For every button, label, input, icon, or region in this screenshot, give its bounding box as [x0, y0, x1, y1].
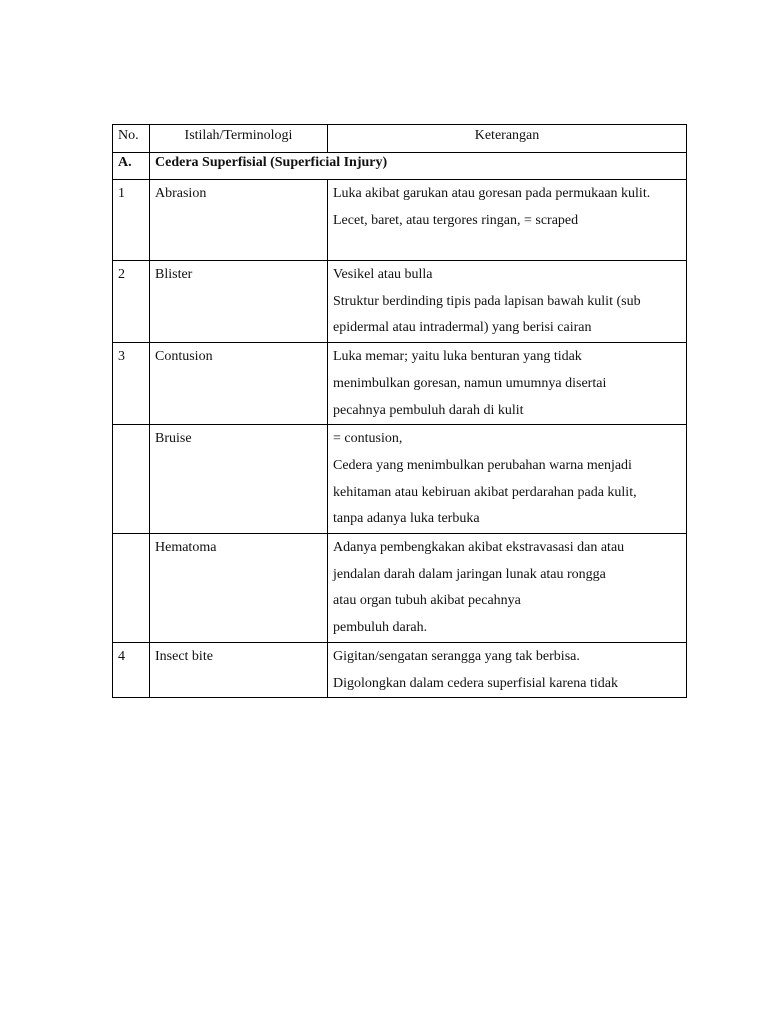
- description-line: pecahnya pembuluh darah di kulit: [333, 402, 524, 418]
- description-line: tanpa adanya luka terbuka: [333, 511, 480, 527]
- table-row: [113, 534, 687, 643]
- row-number: 1: [113, 180, 150, 261]
- description-line: Lecet, baret, atau tergores ringan, = scraped: [333, 212, 579, 228]
- description-line: Gigitan/sengatan serangga yang tak berbisa.: [333, 648, 580, 664]
- row-description: [328, 261, 687, 343]
- description-line: jendalan darah dalam jaringan lunak atau rongga: [333, 566, 606, 582]
- row-number: 2: [113, 261, 150, 343]
- row-term: Blister: [150, 261, 328, 343]
- description-line: epidermal atau intradermal) yang berisi cairan: [333, 320, 592, 336]
- description-line: Adanya pembengkakan akibat ekstravasasi dan atau: [333, 540, 625, 556]
- row-description: [328, 425, 687, 534]
- row-description: [328, 180, 687, 261]
- description-line: Luka memar; yaitu luka benturan yang tidak: [333, 349, 582, 365]
- row-term: Contusion: [150, 343, 328, 425]
- table-row: [113, 180, 687, 261]
- description-line: = contusion,: [333, 431, 403, 447]
- description-line: kehitaman atau kebiruan akibat perdarahan pada kulit,: [333, 484, 637, 500]
- row-description: [328, 343, 687, 425]
- description-line: menimbulkan goresan, namun umumnya disertai: [333, 375, 607, 391]
- section-title: Cedera Superfisial (Superficial Injury): [150, 153, 687, 180]
- row-number: 4: [113, 642, 150, 697]
- table-row: [113, 343, 687, 425]
- row-term: Bruise: [150, 425, 328, 534]
- section-row: [113, 153, 687, 180]
- table-row: [113, 261, 687, 343]
- row-number: [113, 534, 150, 643]
- header-term: Istilah/Terminologi: [150, 125, 328, 153]
- table-row: [113, 642, 687, 697]
- description-line: Luka akibat garukan atau goresan pada permukaan kulit.: [333, 186, 651, 201]
- description-line: Struktur berdinding tipis pada lapisan bawah kulit (sub: [333, 293, 641, 309]
- row-description: [328, 642, 687, 697]
- description-line: pembuluh darah.: [333, 620, 428, 636]
- section-number: A.: [113, 153, 150, 180]
- description-line: Digolongkan dalam cedera superfisial karena tidak: [333, 675, 618, 691]
- table-header-row: [113, 125, 687, 153]
- row-description: [328, 534, 687, 643]
- row-term: Hematoma: [150, 534, 328, 643]
- description-line: atau organ tubuh akibat pecahnya: [333, 593, 521, 609]
- terminology-table: [112, 124, 687, 698]
- description-line: Cedera yang menimbulkan perubahan warna menjadi: [333, 457, 632, 473]
- description-line: Vesikel atau bulla: [333, 267, 433, 282]
- table-row: [113, 425, 687, 534]
- row-number: 3: [113, 343, 150, 425]
- header-description: Keterangan: [328, 125, 687, 153]
- row-number: [113, 425, 150, 534]
- row-term: Abrasion: [150, 180, 328, 261]
- header-no: No.: [113, 125, 150, 153]
- row-term: Insect bite: [150, 642, 328, 697]
